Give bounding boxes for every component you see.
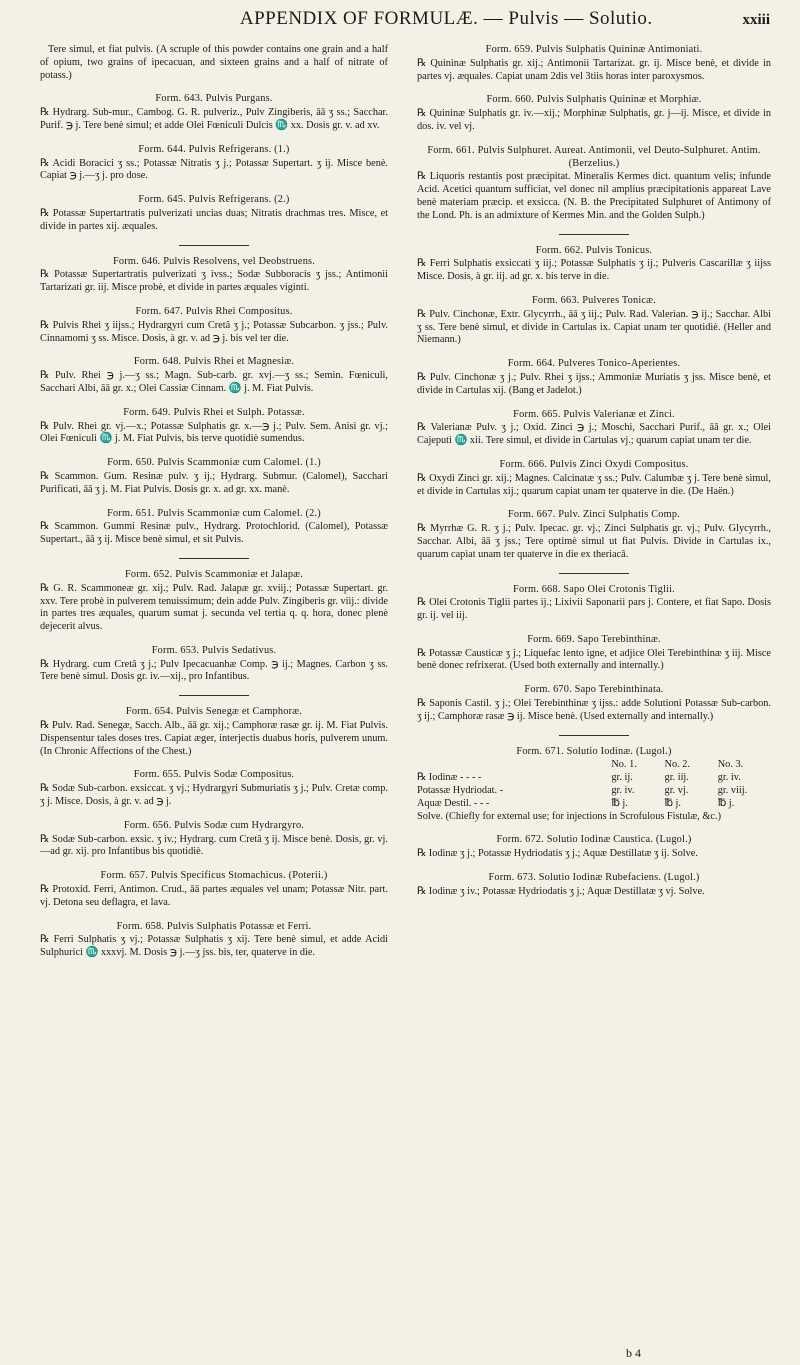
entry-body: ℞ Iodinæ ʒ j.; Potassæ Hydriodatis ʒ j.; Aquæ Destillatæ ʒ ij. Solve.	[417, 848, 698, 860]
formula-entry	[40, 457, 388, 496]
formula-entry	[40, 44, 388, 82]
formula-entry	[417, 245, 771, 284]
formula-entry	[417, 358, 771, 397]
entry-heading: Form. 660. Pulvis Sulphatis Quininæ et Morphiæ.	[486, 94, 702, 106]
entry-body: ℞ Potassæ Supertartratis pulverizati ʒ ivss.; Sodæ Subboracis ʒ jss.; Antimonii Tartarizati gr. iij. Misce probè, et divide in partes æquales viginti.	[40, 269, 388, 294]
entry-body: ℞ Ferri Sulphatis ʒ vj.; Potassæ Sulphatis ʒ xij. Tere benè simul, et adde Acidi Sulphurici ♏ xxxvj. M. Dosis ℈ j.—ʒ jss. bis, ter, quaterve in die.	[40, 934, 388, 959]
formula-entry	[40, 645, 388, 684]
table-cell: gr. iij.	[664, 772, 689, 784]
entry-body: ℞ Saponis Castil. ʒ j.; Olei Terebinthinæ ʒ ijss.: adde Solutioni Potassæ Sub-carbon. ʒ ij.; Camphoræ rasæ ℈ ij. Misce benè. (Used externally and internally.)	[417, 698, 771, 722]
entry-body: ℞ Valerianæ Pulv. ʒ j.; Oxid. Zinci ℈ j.; Moschi, Sacchari Purif., āā gr. x.; Olei Cajeputi ♏ xii. Tere simul, et divide in Cartulas vj.; quarum capiat unam ter die.	[417, 422, 771, 447]
entry-body: ℞ Quininæ Sulphatis gr. xij.; Antimonii Tartarizat. gr. ij. Misce benè, et divide in partes vj. æquales. Capiat unam 2dis vel 3tiis horas inter paroxysmos.	[417, 57, 771, 82]
entry-body: ℞ Scammon. Gummi Resinæ pulv., Hydrarg. Protochlorid. (Calomel), Potassæ Supertart., āā ʒ ij. Misce benè simul, et sit Pulvis.	[40, 521, 388, 546]
formula-entry	[417, 44, 771, 83]
row-label: Aquæ Destil. - - -	[417, 797, 490, 809]
entry-body: ℞ G. R. Scammoneæ gr. xij.; Pulv. Rad. Jalapæ gr. xviij.; Potassæ Supertart. gr. xxv. Tere probè in pulverem tenuissimum; dein adde Pulv. Zingiberis gr. viij.: divide in partes tres æquales, quarum sumat j. secunda vel tertia q. q. hora, donec plenè dejecerit alvus.	[40, 582, 388, 633]
entry-heading: Form. 648. Pulvis Rhei et Magnesiæ.	[133, 356, 295, 368]
signature-mark: b 4	[626, 1346, 641, 1360]
section-rule	[179, 245, 249, 246]
entry-heading: Form. 655. Pulvis Sodæ Compositus.	[133, 769, 295, 781]
formula-entry	[40, 820, 388, 859]
formula-entry	[40, 256, 388, 295]
formula-entry	[40, 144, 388, 183]
table-cell: gr. iv.	[717, 772, 741, 784]
page-header	[30, 8, 770, 36]
column-header: No. 1.	[611, 759, 637, 771]
entry-heading: Form. 649. Pulvis Rhei et Sulph. Potassæ.	[123, 406, 305, 418]
formula-entry	[417, 684, 771, 723]
entry-heading: Form. 656. Pulvis Sodæ cum Hydrargyro.	[123, 819, 305, 831]
formula-entry	[417, 409, 771, 448]
entry-note: Solve. (Chiefly for external use; for injections in Scrofulous Fistulæ, &c.)	[417, 810, 721, 822]
entry-body: ℞ Myrrhæ G. R. ʒ j.; Pulv. Ipecac. gr. vj.; Zinci Sulphatis gr. vj.; Pulv. Glycyrrh., Sacchar. Albi, āā ʒ jss.; Tere optimè simul ut fiat Pulvis. Divide in Cartulas ix., quarum capiat unam ter quaterve in die ex theriacâ.	[417, 523, 771, 560]
entry-heading: Form. 663. Pulveres Tonicæ.	[531, 294, 657, 306]
entry-heading: Form. 666. Pulvis Zinci Oxydi Compositus.	[499, 458, 689, 470]
lugol-formula	[417, 746, 771, 824]
entry-heading: Form. 643. Pulvis Purgans.	[155, 93, 273, 105]
formula-entry	[40, 356, 388, 395]
entry-heading: Form. 668. Sapo Olei Crotonis Tiglii.	[513, 583, 675, 595]
column-header: No. 2.	[664, 759, 691, 771]
entry-body: ℞ Potassæ Causticæ ʒ j.; Liquefac lento igne, et adjice Olei Terebinthinæ ʒ iij. Misce benè donec refrixerat. (Used both externally and internally.)	[417, 647, 771, 672]
entry-heading: Form. 661. Pulvis Sulphuret. Aureat. Antimonii, vel Deuto-Sulphuret. Antim. (Berzelius.)	[427, 144, 761, 169]
entry-body: ℞ Pulv. Rhei gr. vj.—x.; Potassæ Sulphatis gr. x.—℈ j.; Pulv. Sem. Anisi gr. vj.; Olei Fœniculi ♏ j. M. Fiat Pulvis, bis terve quotidiè sumendus.	[40, 420, 388, 445]
table-cell: gr. ij.	[611, 772, 633, 784]
entry-body: ℞ Oxydi Zinci gr. xij.; Magnes. Calcinatæ ʒ ss.; Pulv. Calumbæ ʒ j. Tere benè simul, et divide in Cartulas xij.; quarum capiat unam ter quaterve in die. (De Haën.)	[417, 472, 771, 497]
formula-entry	[417, 834, 771, 861]
entry-heading: Form. 664. Pulveres Tonico-Aperientes.	[507, 358, 681, 370]
entry-heading: Form. 654. Pulvis Senegæ et Camphoræ.	[125, 706, 303, 718]
entry-body: ℞ Protoxid. Ferri, Antimon. Crud., āā partes æquales vel unam; Potassæ Nitr. part. vj. Detona seu deflagra, et lava.	[40, 884, 388, 908]
entry-body: ℞ Olei Crotonis Tiglii partes ij.; Lixivii Saponarii pars j. Contere, et fiat Sapo. Dosis gr. ij. vel iij.	[417, 597, 771, 622]
formula-entry	[417, 634, 771, 673]
formula-entry	[40, 769, 388, 808]
entry-body: ℞ Sodæ Sub-carbon. exsic. ʒ iv.; Hydrarg. cum Cretâ ʒ ij. Misce benè. Dosis, gr. vj.—ad gr. xij. pro Infantibus bis quotidiè.	[40, 833, 388, 858]
entry-heading: Form. 650. Pulvis Scammoniæ cum Calomel. (1.)	[107, 457, 321, 469]
formula-entry	[417, 872, 771, 899]
formula-entry	[40, 407, 388, 446]
entry-heading: Form. 672. Solutio Iodinæ Caustica. (Lugol.)	[496, 834, 692, 846]
formula-entry	[417, 584, 771, 623]
row-label: Potassæ Hydriodat. -	[417, 785, 504, 797]
table-row	[417, 798, 771, 811]
table-cell: gr. iv.	[611, 785, 635, 797]
section-rule	[559, 234, 629, 235]
formula-entry	[40, 93, 388, 132]
section-rule	[559, 573, 629, 574]
entry-body: ℞ Liquoris restantis post præcipitat. Mineralis Kermes dict. quantum velis; infunde Acid. Acetici quantum sufficiat, vel donec nil amplius præcipitationis appareat Lave benè materiam præcip. et exsicca. (N. B. the Precipitated Sulphuret of Antimony of the Lond. Ph. is an admixture of Kermes Min. and the Golden Sulph.)	[417, 171, 771, 221]
section-rule	[179, 695, 249, 696]
table-cell: ℔ j.	[717, 797, 735, 809]
table-cell: ℔ j.	[611, 797, 628, 809]
table-cell: ℔ j.	[664, 797, 681, 809]
formula-entry	[40, 508, 388, 547]
entry-body: ℞ Pulv. Rhei ℈ j.—ʒ ss.; Magn. Sub-carb. gr. xvj.—ʒ ss.; Semin. Fœniculi, Sacchari Albi, āā gr. x.; Olei Cassiæ Cinnam. ♏ j. M. Fiat Pulvis.	[40, 370, 388, 394]
formula-entry	[40, 706, 388, 758]
entry-heading: Form. 659. Pulvis Sulphatis Quininæ Antimoniati.	[485, 44, 703, 55]
entry-body: ℞ Hydrarg. Sub-mur., Cambog. G. R. pulveriz., Pulv Zingiberis, āā ʒ ss.; Sacchar. Purif. ℈ j. Tere benè simul; et adde Olei Fœniculi Dulcis ♏ xx. Dosis gr. v. ad xv.	[40, 107, 388, 131]
formula-entry	[417, 459, 771, 498]
left-column	[40, 44, 388, 971]
entry-heading: Form. 658. Pulvis Sulphatis Potassæ et Ferri.	[116, 920, 312, 932]
entry-heading: Form. 662. Pulvis Tonicus.	[535, 244, 653, 256]
entry-heading: Form. 653. Pulvis Sedativus.	[151, 644, 277, 656]
entry-heading: Form. 667. Pulv. Zinci Sulphatis Comp.	[508, 509, 680, 521]
formula-entry	[40, 921, 388, 960]
formula-entry	[40, 194, 388, 233]
table-row	[417, 785, 771, 798]
row-label: ℞ Iodinæ - - - -	[417, 772, 482, 784]
formula-entry	[40, 306, 388, 345]
entry-body: ℞ Pulv. Cinchonæ, Extr. Glycyrrh., āā ʒ iij.; Pulv. Rad. Valerian. ℈ ij.; Sacchar. Albi ʒ ss. Tere benè simul, et divide in Cartulas ix. Capiat unam ter quotidiè. (Heller and Niemann.)	[417, 308, 771, 346]
formula-entry	[40, 569, 388, 634]
formula-entry	[417, 145, 771, 223]
table-cell: gr. vj.	[664, 785, 689, 797]
right-column	[417, 44, 771, 910]
entry-heading: Form. 671. Solutio Iodinæ. (Lugol.)	[516, 745, 672, 757]
entry-body: ℞ Potassæ Supertartratis pulverizati uncias duas; Nitratis drachmas tres. Misce, et divide in partes xij. æquales.	[40, 207, 388, 232]
table-row	[417, 772, 771, 785]
entry-heading: Form. 669. Sapo Terebinthinæ.	[527, 633, 661, 645]
entry-heading: Form. 652. Pulvis Scammoniæ et Jalapæ.	[124, 568, 304, 580]
entry-body: ℞ Iodinæ ʒ iv.; Potassæ Hydriodatis ʒ j.; Aquæ Destillatæ ʒ vj. Solve.	[417, 885, 705, 897]
table-header-row	[417, 759, 771, 772]
formula-entry	[417, 94, 771, 133]
entry-body: ℞ Hydrarg. cum Cretâ ʒ j.; Pulv Ipecacuanhæ Comp. ℈ ij.; Magnes. Carbon ʒ ss. Tere benè simul. Dosis gr. iv.—xij., pro Infantibus.	[40, 658, 388, 683]
entry-body: ℞ Scammon. Gum. Resinæ pulv. ʒ ij.; Hydrarg. Submur. (Calomel), Sacchari Purificati, āā ʒ j. M. Fiat Pulvis. Dosis gr. x. ad gr. xx. manè.	[40, 470, 388, 495]
entry-body: ℞ Pulv. Cinchonæ ʒ j.; Pulv. Rhei ʒ ijss.; Ammoniæ Muriatis ʒ jss. Misce benè, et divide in Cartulas xij. (Bang et Jadelot.)	[417, 371, 771, 396]
section-rule	[559, 735, 629, 736]
formula-entry	[40, 870, 388, 909]
entry-body: ℞ Pulvis Rhei ʒ iijss.; Hydrargyri cum Cretâ ʒ j.; Potassæ Subcarbon. ʒ jss.; Pulv. Cinnamomi ʒ ss. Misce. Dosis, à gr. v. ad ℈ j. bis vel ter die.	[40, 319, 388, 344]
entry-body: ℞ Pulv. Rad. Senegæ, Sacch. Alb., āā gr. xij.; Camphoræ rasæ gr. ij. M. Fiat Pulvis. Dispensentur tales doses tres. Capiat æger, interjectis duabus horis, pulverem unum. (In Chronic Affections of the Chest.)	[40, 720, 388, 757]
entry-heading: Form. 645. Pulvis Refrigerans. (2.)	[138, 194, 290, 206]
lugol-table	[417, 759, 771, 810]
section-rule	[179, 558, 249, 559]
entry-body: ℞ Sodæ Sub-carbon. exsiccat. ʒ vj.; Hydrargyri Submuriatis ʒ j.; Pulv. Cretæ comp. ʒ j. Misce. Dosis, à gr. v. ad ℈ j.	[40, 783, 388, 808]
entry-heading: Form. 657. Pulvis Specificus Stomachicus. (Poterii.)	[100, 870, 328, 882]
entry-heading: Form. 644. Pulvis Refrigerans. (1.)	[138, 143, 290, 155]
entry-heading: Form. 647. Pulvis Rhei Compositus.	[135, 305, 293, 317]
formula-entry	[417, 509, 771, 561]
entry-heading: Form. 670. Sapo Terebinthinata.	[524, 684, 664, 696]
entry-body: ℞ Ferri Sulphatis exsiccati ʒ iij.; Potassæ Sulphatis ʒ ij.; Pulveris Cascarillæ ʒ iijss Misce. Dosis, à gr. iij. ad gr. x. bis terve in die.	[417, 258, 771, 283]
entry-heading: Form. 665. Pulvis Valerianæ et Zinci.	[513, 408, 675, 420]
table-cell: gr. viij.	[717, 785, 748, 797]
entry-heading: Form. 646. Pulvis Resolvens, vel Deobstruens.	[112, 255, 316, 267]
column-header: No. 3.	[717, 759, 744, 771]
entry-heading: Form. 651. Pulvis Scammoniæ cum Calomel. (2.)	[107, 507, 321, 519]
running-title: APPENDIX OF FORMULÆ. — Pulvis — Solutio.	[239, 8, 653, 29]
page-number: xxiii	[742, 12, 770, 28]
entry-body: Tere simul, et fiat pulvis. (A scruple of this powder contains one grain and a half of opium, two grains of ipecacuan, and sixteen grains and a half of nitrate of potass.)	[40, 44, 388, 81]
formula-entry	[417, 295, 771, 347]
entry-body: ℞ Quininæ Sulphatis gr. iv.—xij.; Morphinæ Sulphatis, gr. j—ij. Misce, et divide in dos. iv. vel vj.	[417, 108, 771, 132]
entry-body: ℞ Acidi Boracici ʒ ss.; Potassæ Nitratis ʒ j.; Potassæ Supertart. ʒ ij. Misce benè. Capiat ℈ j.—ʒ j. pro dose.	[40, 157, 388, 182]
entry-heading: Form. 673. Solutio Iodinæ Rubefaciens. (Lugol.)	[488, 872, 700, 884]
